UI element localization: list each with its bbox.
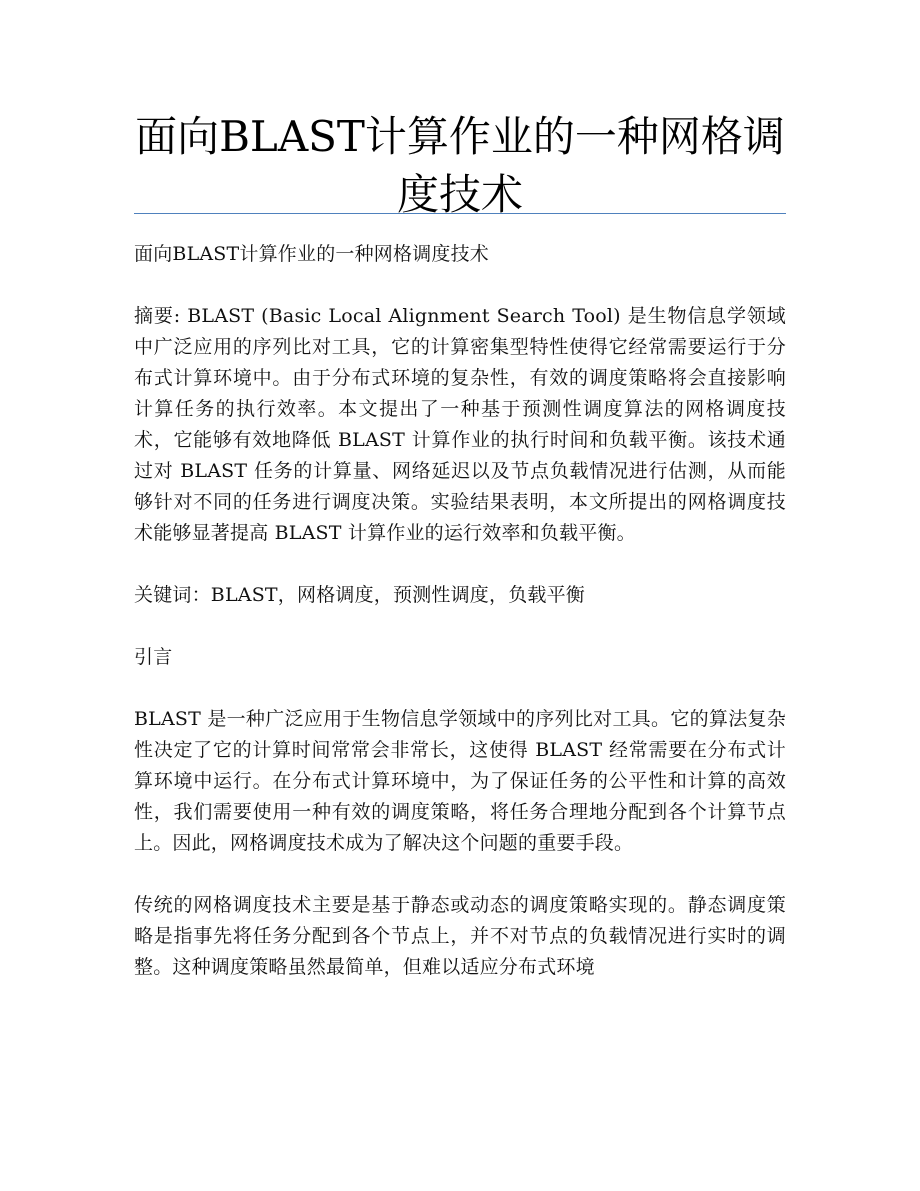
subtitle-line: 面向BLAST计算作业的一种网格调度技术: [134, 243, 489, 265]
document-body: [134, 239, 786, 1014]
body-paragraph: 传统的网格调度技术主要是基于静态或动态的调度策略实现的。静态调度策略是指事先将任务分配到各个节点上，并不对节点的负载情况进行实时的调整。这种调度策略虽然最简单，但难以适应分布式环境: [134, 894, 786, 978]
document-title: 面向BLAST计算作业的一种网格调度技术: [135, 112, 785, 219]
keywords-line: 关键词：BLAST，网格调度，预测性调度，负载平衡: [134, 584, 585, 606]
abstract-paragraph: 摘要: BLAST (Basic Local Alignment Search Tool) 是生物信息学领域中广泛应用的序列比对工具，它的计算密集型特性使得它经常需要运行于分布式计算环境中。由于分布式环境的复杂性，有效的调度策略将会直接影响计算任务的执行效率。本文提出了一种基于预测性调度算法的网格调度技术，它能够有效地降低 BLAST 计算作业的执行时间和负载平衡。该技术通过对 BLAST 任务的计算量、网络延迟以及节点负载情况进行估测，从而能够针对不同的任务进行调度决策。实验结果表明，本文所提出的网格调度技术能够显著提高 BLAST 计算作业的运行效率和负载平衡。: [134, 305, 786, 544]
section-heading: 引言: [134, 646, 173, 668]
body-paragraph: BLAST 是一种广泛应用于生物信息学领域中的序列比对工具。它的算法复杂性决定了它的计算时间常常会非常长，这使得 BLAST 经常需要在分布式计算环境中运行。在分布式计算环境中，为了保证任务的公平性和计算的高效性，我们需要使用一种有效的调度策略，将任务合理地分配到各个计算节点上。因此，网格调度技术成为了解决这个问题的重要手段。: [134, 708, 786, 854]
title-divider: [134, 213, 786, 214]
